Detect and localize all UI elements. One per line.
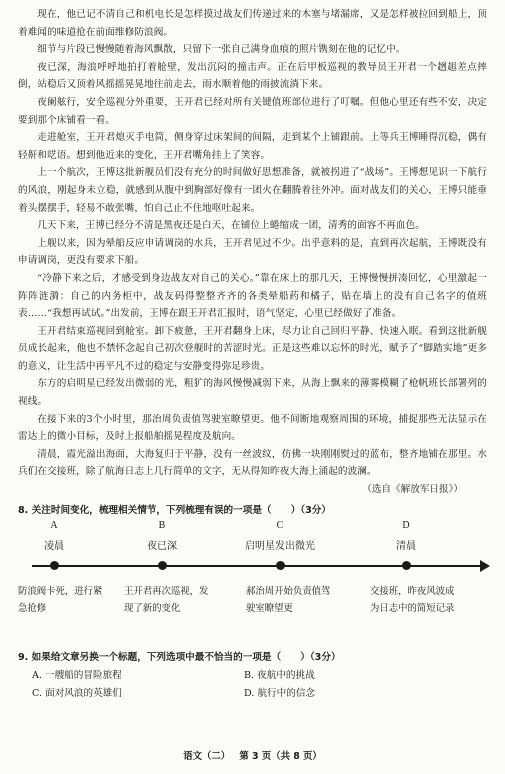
time-label-c: 启明星发出微光: [245, 540, 315, 552]
timeline-desc-c: 郝治周开始负责值驾驶室瞭望更: [246, 585, 331, 614]
story-paragraph: 夜已深，海浪呼呼地拍打着舱壁，发出沉闷的撞击声。正在后甲板巡视的教导员王开君一个趔趄差点摔倒，站稳后又顶着风摇摇晃晃地往前走去，雨水顺着他的雨披流淌下来。: [18, 61, 487, 91]
option-letter-d: D: [402, 519, 410, 531]
timeline-desc-b: 王开君再次巡视，发现了新的变化: [124, 585, 209, 614]
option-letter-a: A: [50, 519, 58, 531]
story-paragraph: 现在，他已记不清自己和机电长是怎样摸过战友们传递过来的木塞与堵漏席，又是怎样被拉回到船上，顶着难闻的味道抢在前面维修防浪阀。: [18, 9, 487, 38]
story-paragraph: 夜阑舷行，安全巡视分外重要，王开君已经对所有关键值班部位进行了叮嘱。但他心里还有些不安，决定要到那个床铺看一看。: [18, 96, 487, 126]
story-paragraph: 细节与片段已慢慢随着海风飘散，只留下一张自己满身血痕的照片镌刻在他的记忆中。: [37, 44, 406, 56]
story-paragraph: 几天下来，王博已经分不清是黑夜还是白天，在铺位上蜷缩成一团，清秀的面容不再血色。: [37, 220, 425, 232]
option-a: A. 一艘船的冒险旅程: [32, 669, 122, 681]
time-label-d: 清晨: [396, 540, 416, 552]
option-letter-b: B: [158, 519, 166, 531]
story-paragraph: 东方的启明星已经发出微弱的光，粗犷的海风慢慢减弱下来，从海上飘来的薄雾模糊了枪帆班长部署列的视线。: [18, 378, 487, 408]
story-paragraph: 王开君结束巡视回到舱室。卸下疲惫，王开君翻身上床，尽力让自己回归平静、快速入眠。看到这批新舰员成长起来，他也不禁怀念起自己初次登舰时的苦涩时光。正是这些难以忘怀的时光，赋予了“脚踏实地”更多的意义，让生活中再平凡不过的稳定与安静变得弥足珍贵。: [18, 325, 487, 372]
question-9-options: [18, 667, 487, 717]
time-label-b: 夜已深: [147, 540, 177, 552]
time-label-a: 凌晨: [44, 540, 64, 552]
timeline-dot-a: [50, 561, 59, 570]
story-paragraph: “冷静下来之后，才感受到身边战友对自己的关心。”靠在床上的那几天，王博慢慢拼凑回忆，心里激起一阵阵涟漪：自己的内务柜中，战友码得整整齐齐的各类晕船药和橘子，贴在墙上的没有自己名字的值班表……“我想再试试。”出发前，王博在跟王开君汇报时，语气坚定，心里已经做好了准备。: [18, 272, 487, 320]
story-paragraph: 走进舱室，王开君熄灭手电筒，侧身穿过床架间的间隔，走到某个上铺跟前。上等兵王博睡得沉稳，偶有轻鼾和呓语。想到他近来的变化，王开君嘴角挂上了笑容。: [18, 132, 487, 161]
option-letter-c: C: [276, 519, 284, 531]
timeline-dot-d: [402, 561, 411, 570]
story-paragraph: 上舰以来，因为晕船反应申请调岗的水兵，王开君见过不少。出乎意料的是，直到再次起航，王博既没有申请调岗，更没有要求下船。: [18, 237, 487, 267]
timeline-dot-c: [276, 561, 285, 570]
option-b: B. 夜航中的挑战: [244, 669, 315, 681]
timeline-desc-d: 交接班，昨夜风波成为日志中的简短记录: [370, 585, 455, 614]
page-footer: [0, 748, 505, 762]
option-c: C. 面对风浪的英雄们: [32, 687, 122, 699]
timeline-desc-a: 防浪阀卡死，进行紧急抢修: [18, 585, 103, 614]
timeline-dot-b: [158, 561, 167, 570]
article-source: （选自《解放军日报》）: [362, 484, 463, 496]
footer-subject: 语文（二）: [183, 751, 231, 762]
story-paragraph: 清晨，霞光溢出海面，大海复归于平静，没有一丝波纹，仿佛一块刚刚熨过的蓝布，整齐地铺在那里。水兵们在交接班，除了航海日志上几行简单的文字，无从得知昨夜大海上涌起的波澜。: [18, 448, 487, 478]
question-9-stem: 9. 如果给文章另换一个标题，下列选项中最不恰当的一项是（ ）（3分）: [18, 651, 341, 663]
option-d: D. 航行中的信念: [244, 687, 316, 699]
footer-page-number: 第 3 页（共 8 页）: [239, 751, 322, 762]
timeline-arrow-icon: [480, 560, 490, 572]
story-paragraph: 在接下来的3个小时里，那治周负责值驾驶室瞭望更。他不间断地观察周围的环境，捕捉那些无法显示在雷达上的微小目标，及时上报船舶摇晃程度及航向。: [18, 413, 487, 443]
story-paragraph: 上一个航次，王博这批新舰员们没有充分的时间做好思想准备，就被拐进了“战场”。王博想见识一下航行的风浪，刚起身未立稳，就感到从腹中到胸部好像有一团火在翻腾着往外冲。面对战友们的关心，王博只能垂着头摆摆手，轻易不敢张嘴，怕自己止不住地呕吐起来。: [18, 167, 487, 214]
timeline-axis: [32, 565, 484, 567]
question-8-stem: 8. 关注时间变化，梳理相关情节，下列梳理有误的一项是（ ）（3分）: [18, 504, 331, 516]
question-8-timeline: [18, 520, 488, 650]
